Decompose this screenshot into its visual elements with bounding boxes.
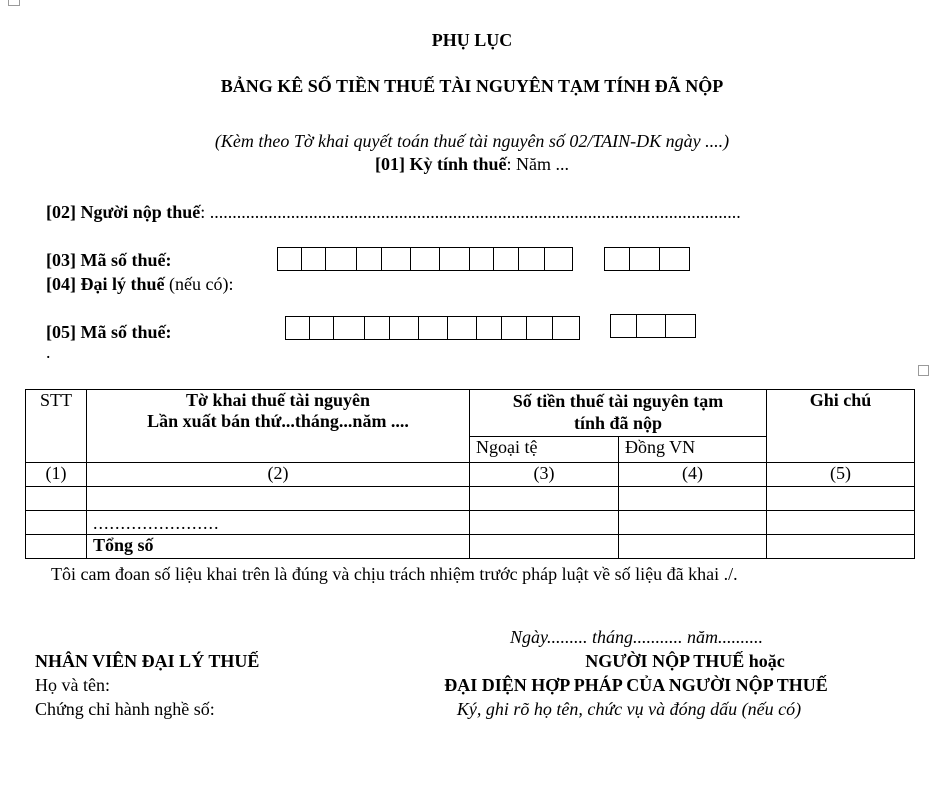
dots-placeholder: ....................... [93, 513, 220, 533]
header-declaration-line1: Tờ khai thuế tài nguyên [185, 390, 371, 410]
table-cell[interactable] [470, 535, 619, 559]
tax-payment-table [25, 389, 915, 559]
table-cell[interactable] [470, 511, 619, 535]
tax-code-2-branch-boxes[interactable] [610, 314, 696, 338]
header-amount-line2: tính đã nộp [573, 413, 663, 433]
date-line: Ngày......... tháng........... năm.......... [510, 627, 764, 647]
column-number: (3) [470, 463, 619, 487]
table-cell[interactable] [619, 535, 767, 559]
header-amount-line1: Số tiền thuế tài nguyên tạm [512, 391, 724, 411]
table-cell[interactable] [619, 511, 767, 535]
agent-suffix: (nếu có): [164, 274, 234, 294]
text-anchor-marker [918, 365, 929, 376]
header-declaration [87, 390, 470, 463]
agent-line [46, 274, 233, 295]
tax-code-1-label: [03] Mã số thuế: [46, 250, 172, 270]
column-number-row [26, 463, 915, 487]
table-cell[interactable] [26, 535, 87, 559]
tax-code-2-label: [05] Mã số thuế: [46, 322, 172, 342]
column-number: (1) [26, 463, 87, 487]
signature-instruction: Ký, ghi rõ họ tên, chức vụ và đóng dấu (nếu có) [456, 699, 802, 719]
page-corner-marker [8, 0, 20, 6]
table-row [26, 487, 915, 511]
column-number: (4) [619, 463, 767, 487]
header-note: Ghi chú [767, 390, 915, 463]
table-header-row [26, 390, 915, 437]
table-cell[interactable] [26, 487, 87, 511]
column-number: (5) [767, 463, 915, 487]
total-label: Tổng số [87, 535, 470, 559]
legal-representative-title: ĐẠI DIỆN HỢP PHÁP CỦA NGƯỜI NỘP THUẾ [444, 675, 828, 695]
appendix-title: PHỤ LỤC [431, 30, 513, 50]
table-cell[interactable] [767, 487, 915, 511]
tax-period-label: [01] Kỳ tính thuế [374, 154, 507, 174]
stray-dot: . [46, 342, 51, 362]
agent-staff-certificate: Chứng chỉ hành nghề số: [35, 699, 215, 719]
commitment-statement: Tôi cam đoan số liệu khai trên là đúng và chịu trách nhiệm trước pháp luật về số liệu đã khai ./. [51, 564, 738, 584]
taxpayer-signature-title: NGƯỜI NỘP THUẾ hoặc [585, 651, 785, 671]
header-stt: STT [26, 390, 87, 463]
taxpayer-label: [02] Người nộp thuế [46, 202, 201, 222]
header-vnd: Đồng VN [619, 437, 767, 463]
table-cell[interactable] [470, 487, 619, 511]
table-cell[interactable] [619, 487, 767, 511]
tax-code-2-boxes[interactable] [285, 316, 580, 340]
table-cell[interactable] [26, 511, 87, 535]
table-cell[interactable] [767, 511, 915, 535]
header-declaration-line2: Lần xuất bán thứ...tháng...năm .... [147, 411, 409, 431]
dots-cell[interactable] [87, 511, 470, 535]
document-subtitle: BẢNG KÊ SỐ TIỀN THUẾ TÀI NGUYÊN TẠM TÍNH ĐÃ NỘP [220, 76, 724, 96]
tax-period-line [0, 154, 944, 175]
column-number: (2) [87, 463, 470, 487]
total-row [26, 535, 915, 559]
table-cell[interactable] [87, 487, 470, 511]
table-row [26, 511, 915, 535]
tax-code-1-branch-boxes[interactable] [604, 247, 690, 271]
header-amount [470, 390, 767, 437]
attached-note: (Kèm theo Tờ khai quyết toán thuế tài nguyên số 02/TAIN-DK ngày ....) [214, 131, 730, 151]
agent-label: [04] Đại lý thuế [46, 274, 165, 294]
agent-staff-title: NHÂN VIÊN ĐẠI LÝ THUẾ [35, 651, 260, 671]
agent-staff-name: Họ và tên: [35, 675, 110, 695]
taxpayer-field[interactable]: : ...................................................................................................................... [200, 202, 741, 222]
table-cell[interactable] [767, 535, 915, 559]
taxpayer-line [46, 202, 741, 223]
header-foreign-currency: Ngoại tệ [470, 437, 619, 463]
tax-code-1-boxes[interactable] [277, 247, 573, 271]
tax-period-value: : Năm ... [506, 154, 569, 174]
